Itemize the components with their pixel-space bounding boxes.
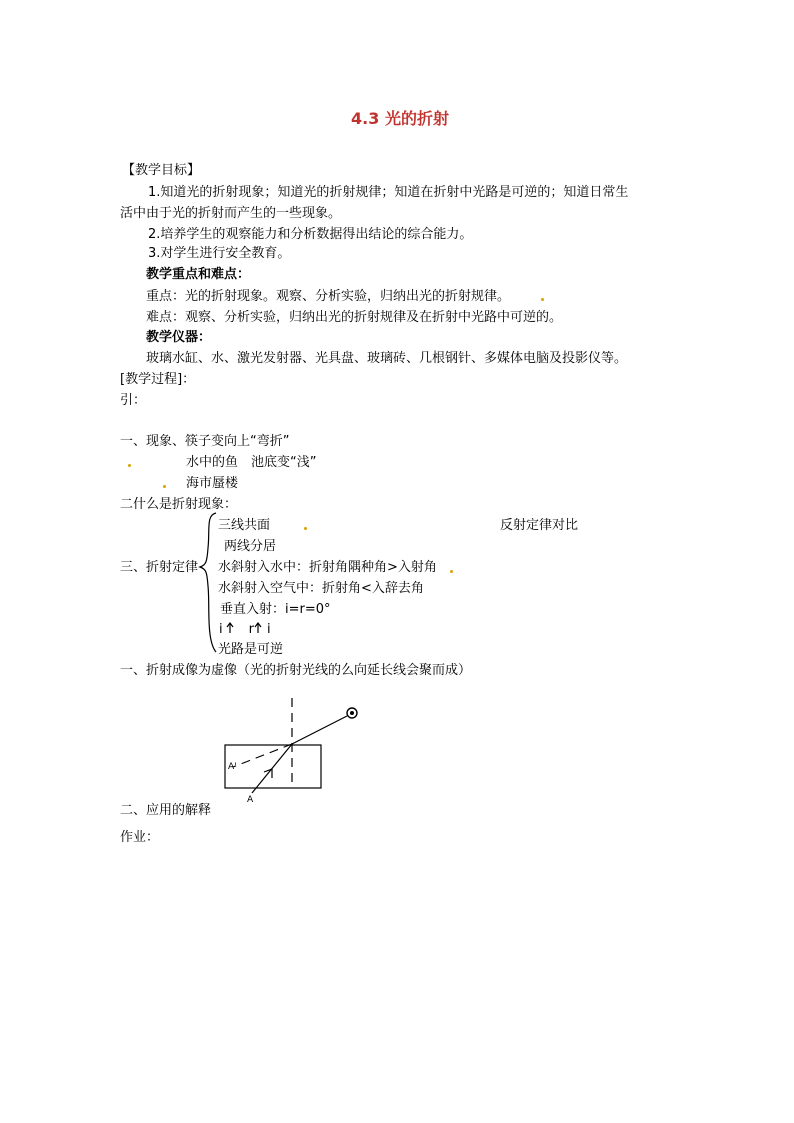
- intro-label: 引：: [120, 393, 147, 408]
- process-heading: [教学过程]：: [120, 372, 196, 387]
- objective-line-4: 3.对学生进行安全教育。: [148, 246, 291, 261]
- section-definition: 二什么是折射现象：: [120, 497, 238, 512]
- law-into-air: 水斜射入空气中：折射角<入辞去角: [218, 581, 424, 596]
- objectives-heading: 【教学目标】: [122, 163, 201, 178]
- objective-line-1: 1.知道光的折射现象；知道光的折射规律；知道在折射中光路是可逆的；知道日常生: [148, 185, 629, 200]
- objective-line-3: 2.培养学生的观察能力和分析数据得出结论的综合能力。: [148, 227, 473, 242]
- law-into-water: 水斜射入水中：折射角隅种角>入射角: [218, 560, 437, 575]
- page-title: 4.3 光的折射: [351, 109, 449, 128]
- up-arrow-icon: [227, 623, 233, 633]
- section-law: 三、折射定律: [120, 560, 199, 575]
- emergent-ray: [292, 716, 347, 744]
- key-heading: 教学重点和难点：: [146, 267, 251, 282]
- compare-label: 反射定律对比: [500, 518, 579, 533]
- objective-line-2: 活中由于光的折射而产生的一些现象。: [120, 206, 342, 221]
- instruments-list: 玻璃水缸、水、激光发射器、光具盘、玻璃砖、几根钢针、多媒体电脑及投影仪等。: [146, 351, 628, 366]
- homework-label: 作业：: [120, 830, 160, 845]
- law-arrows: i r i: [219, 622, 271, 637]
- difficult-point: 难点：观察、分析实验，归纳出光的折射规律及在折射中光路中可逆的。: [146, 310, 563, 325]
- law-normal: 垂直入射：i=r=0°: [220, 602, 331, 617]
- law-separate: 两线分居: [224, 539, 277, 554]
- key-point: 重点：光的折射现象。观察、分析实验，归纳出光的折射规律。: [146, 289, 511, 304]
- section-application: 二、应用的解释: [120, 803, 212, 818]
- object-label: A: [247, 795, 254, 805]
- section-imaging: 一、折射成像为虚像（光的折射光线的么向延长线会聚而成）: [120, 663, 472, 678]
- section-phenomena: 一、现象、筷子变向上“弯折”: [120, 434, 290, 449]
- law-brace: [200, 513, 216, 652]
- up-arrow-icon: [255, 623, 261, 633]
- phenomena-mirage: 海市蜃楼: [186, 476, 239, 491]
- instruments-heading: 教学仪器：: [146, 330, 212, 345]
- phenomena-fish: 水中的鱼 池底变“浅”: [186, 455, 317, 470]
- law-coplanar: 三线共面: [218, 518, 271, 533]
- virtual-image-label: A': [228, 762, 237, 772]
- law-reversible: 光路是可逆: [218, 642, 284, 657]
